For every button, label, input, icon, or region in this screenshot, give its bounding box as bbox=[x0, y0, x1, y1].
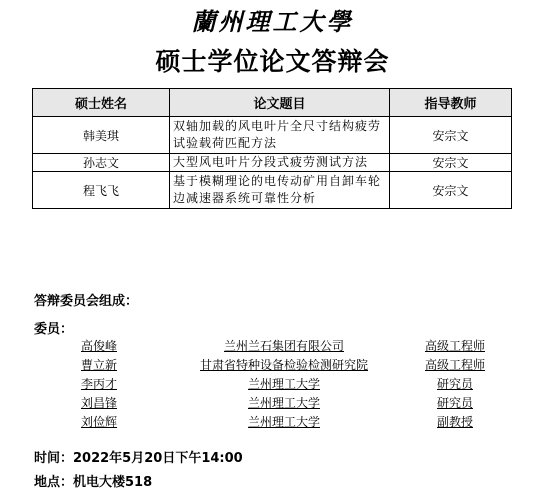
page-title: 硕士学位论文答辩会 bbox=[155, 47, 390, 76]
member-name: 高俊峰 bbox=[81, 339, 118, 353]
advisor-name: 安宗文 bbox=[390, 117, 512, 154]
advisor-name: 安宗文 bbox=[390, 172, 512, 209]
list-item bbox=[0, 356, 545, 375]
thesis-topic: 基于模糊理论的电传动矿用自卸车轮边减速器系统可靠性分析 bbox=[170, 172, 390, 209]
column-header-advisor: 指导教师 bbox=[390, 89, 512, 117]
member-title: 高级工程师 bbox=[424, 339, 485, 353]
table-row bbox=[33, 117, 512, 154]
defense-time: 时间：2022年5月20日下午14:00 bbox=[34, 451, 243, 466]
student-name: 程飞飞 bbox=[33, 172, 170, 209]
university-logo: 蘭州理工大學 bbox=[191, 7, 354, 36]
list-item bbox=[0, 413, 545, 432]
member-list bbox=[0, 337, 545, 432]
committee-heading: 答辩委员会组成： bbox=[34, 294, 139, 309]
member-title: 研究员 bbox=[436, 396, 473, 410]
column-header-name: 硕士姓名 bbox=[33, 89, 170, 117]
member-name: 曹立新 bbox=[81, 358, 118, 372]
member-org: 兰州理工大学 bbox=[247, 396, 320, 410]
advisor-name: 安宗文 bbox=[390, 154, 512, 172]
member-org: 兰州理工大学 bbox=[247, 415, 320, 429]
thesis-topic: 双轴加载的风电叶片全尺寸结构疲劳试验载荷匹配方法 bbox=[170, 117, 390, 154]
thesis-topic: 大型风电叶片分段式疲劳测试方法 bbox=[170, 154, 390, 172]
defense-place: 地点：机电大楼518 bbox=[34, 475, 153, 490]
list-item bbox=[0, 337, 545, 356]
member-title: 副教授 bbox=[436, 415, 473, 429]
table-row bbox=[33, 154, 512, 172]
member-name: 刘俭辉 bbox=[81, 415, 118, 429]
student-name: 孙志文 bbox=[33, 154, 170, 172]
student-name: 韩美琪 bbox=[33, 117, 170, 154]
list-item bbox=[0, 375, 545, 394]
member-name: 李丙才 bbox=[81, 377, 118, 391]
member-title: 高级工程师 bbox=[424, 358, 485, 372]
member-title: 研究员 bbox=[436, 377, 473, 391]
table-row bbox=[33, 172, 512, 209]
member-name: 刘昌锋 bbox=[81, 396, 118, 410]
member-org: 甘肃省特种设备检验检测研究院 bbox=[199, 358, 368, 372]
thesis-table bbox=[32, 88, 512, 209]
member-org: 兰州兰石集团有限公司 bbox=[223, 339, 344, 353]
list-item bbox=[0, 394, 545, 413]
members-label: 委员： bbox=[34, 322, 74, 337]
column-header-topic: 论文题目 bbox=[170, 89, 390, 117]
table-header-row bbox=[33, 89, 512, 117]
member-org: 兰州理工大学 bbox=[247, 377, 320, 391]
